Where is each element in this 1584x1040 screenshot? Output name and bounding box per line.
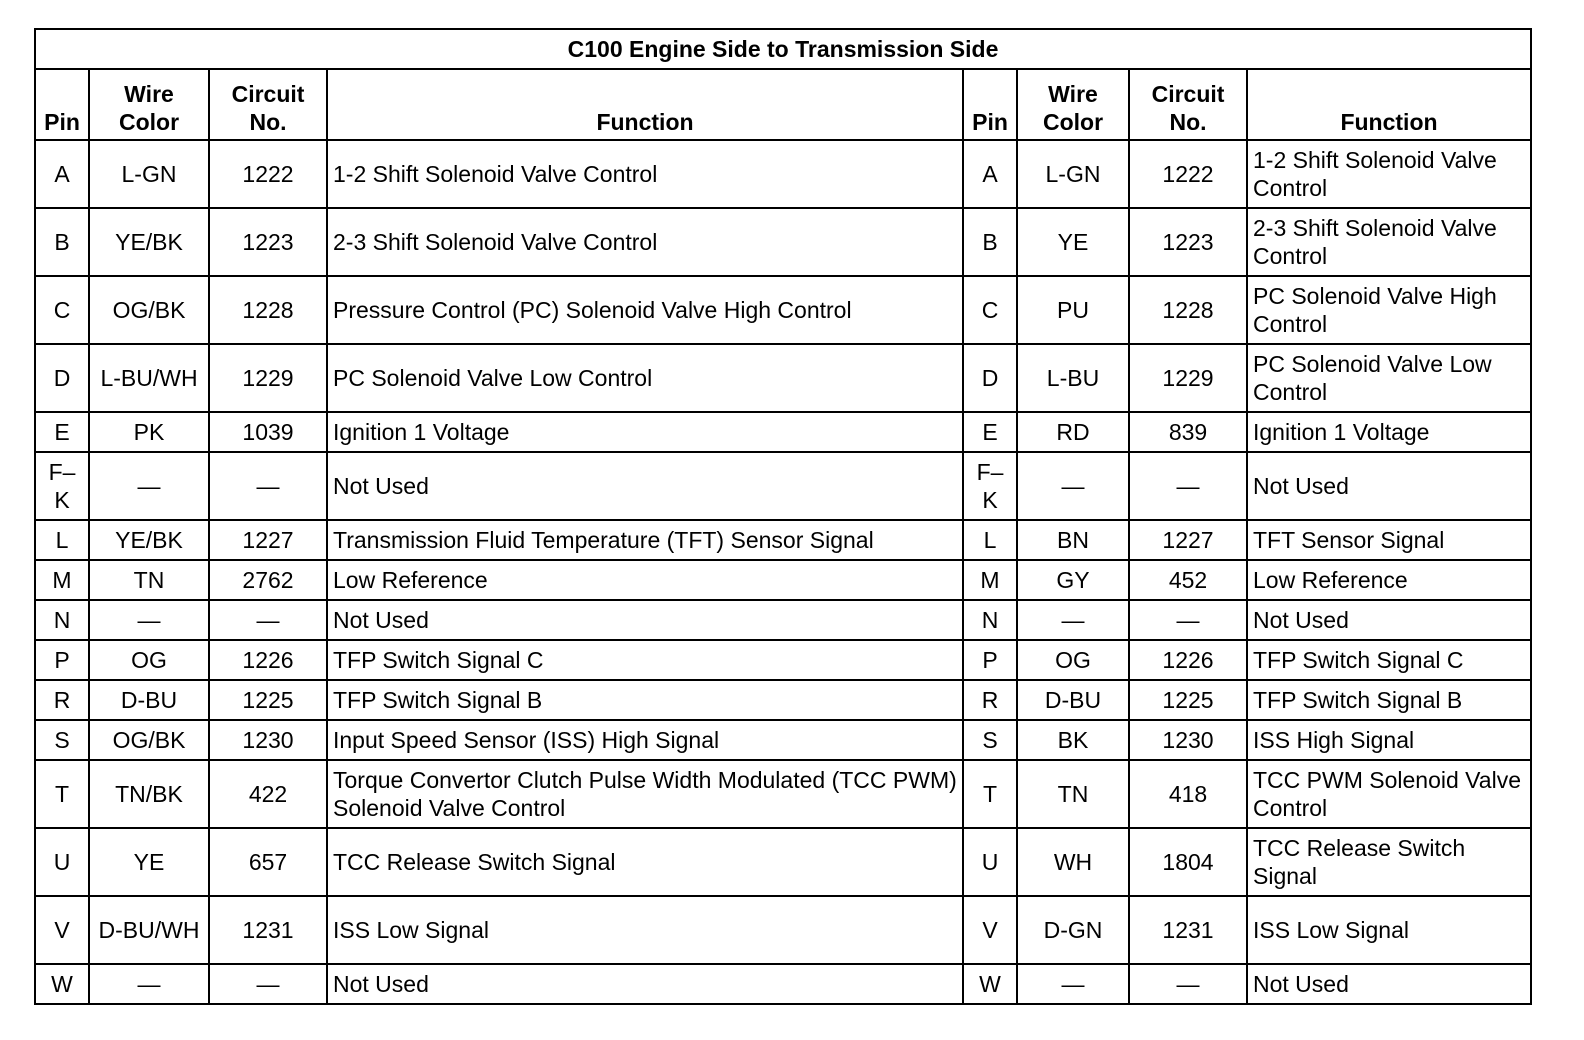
- function-right: Not Used: [1247, 600, 1531, 640]
- table-row: [35, 896, 1531, 964]
- circuit-no-right: 418: [1129, 760, 1247, 828]
- circuit-no-right: 1226: [1129, 640, 1247, 680]
- function-left: 2-3 Shift Solenoid Valve Control: [327, 208, 963, 276]
- function-right: TCC PWM Solenoid Valve Control: [1247, 760, 1531, 828]
- function-right: TCC Release Switch Signal: [1247, 828, 1531, 896]
- circuit-no-left: 1222: [209, 140, 327, 208]
- pin-right: W: [963, 964, 1017, 1004]
- wire-color-left: —: [89, 964, 209, 1004]
- wire-color-left: OG: [89, 640, 209, 680]
- circuit-no-left: 1231: [209, 896, 327, 964]
- wire-color-left: OG/BK: [89, 720, 209, 760]
- circuit-no-right: —: [1129, 452, 1247, 520]
- function-left: Low Reference: [327, 560, 963, 600]
- table-row: [35, 344, 1531, 412]
- pin-left: F–K: [35, 452, 89, 520]
- pin-right: A: [963, 140, 1017, 208]
- circuit-no-left: —: [209, 964, 327, 1004]
- circuit-no-left: 2762: [209, 560, 327, 600]
- wire-color-right: YE: [1017, 208, 1129, 276]
- wire-color-right: RD: [1017, 412, 1129, 452]
- pin-right: B: [963, 208, 1017, 276]
- function-right: Not Used: [1247, 964, 1531, 1004]
- wire-color-right: —: [1017, 452, 1129, 520]
- header-function-right: Function: [1247, 69, 1531, 140]
- pin-left: U: [35, 828, 89, 896]
- table-row: [35, 560, 1531, 600]
- table-row: [35, 412, 1531, 452]
- wire-color-left: TN/BK: [89, 760, 209, 828]
- function-left: PC Solenoid Valve Low Control: [327, 344, 963, 412]
- wire-color-right: GY: [1017, 560, 1129, 600]
- wire-color-right: D-BU: [1017, 680, 1129, 720]
- circuit-no-right: 1227: [1129, 520, 1247, 560]
- circuit-no-right: 1229: [1129, 344, 1247, 412]
- circuit-no-left: 1226: [209, 640, 327, 680]
- table-row: [35, 520, 1531, 560]
- table-row: [35, 452, 1531, 520]
- wire-color-left: OG/BK: [89, 276, 209, 344]
- table-body: [35, 140, 1531, 1004]
- pin-right: N: [963, 600, 1017, 640]
- circuit-no-right: 1231: [1129, 896, 1247, 964]
- function-right: Ignition 1 Voltage: [1247, 412, 1531, 452]
- circuit-no-left: —: [209, 452, 327, 520]
- pin-left: C: [35, 276, 89, 344]
- pin-right: C: [963, 276, 1017, 344]
- circuit-no-left: 1223: [209, 208, 327, 276]
- wire-color-left: L-GN: [89, 140, 209, 208]
- circuit-no-right: 1228: [1129, 276, 1247, 344]
- pin-left: W: [35, 964, 89, 1004]
- function-right: Low Reference: [1247, 560, 1531, 600]
- pin-left: D: [35, 344, 89, 412]
- function-left: Not Used: [327, 452, 963, 520]
- wire-color-right: —: [1017, 600, 1129, 640]
- function-left: TCC Release Switch Signal: [327, 828, 963, 896]
- table-row: [35, 964, 1531, 1004]
- pin-right: R: [963, 680, 1017, 720]
- function-right: PC Solenoid Valve Low Control: [1247, 344, 1531, 412]
- wire-color-left: YE: [89, 828, 209, 896]
- pin-right: V: [963, 896, 1017, 964]
- function-right: Not Used: [1247, 452, 1531, 520]
- wire-color-left: TN: [89, 560, 209, 600]
- circuit-no-right: —: [1129, 964, 1247, 1004]
- table-row: [35, 276, 1531, 344]
- wire-color-right: OG: [1017, 640, 1129, 680]
- pin-right: M: [963, 560, 1017, 600]
- wire-color-right: L-GN: [1017, 140, 1129, 208]
- wire-color-right: BK: [1017, 720, 1129, 760]
- header-circuit-no-left: Circuit No.: [209, 69, 327, 140]
- header-row: [35, 69, 1531, 140]
- connector-pinout-table: [34, 28, 1532, 1005]
- header-pin-left: Pin: [35, 69, 89, 140]
- pin-left: B: [35, 208, 89, 276]
- pin-right: P: [963, 640, 1017, 680]
- pin-left: E: [35, 412, 89, 452]
- function-right: 1-2 Shift Solenoid Valve Control: [1247, 140, 1531, 208]
- table-row: [35, 600, 1531, 640]
- table-title: C100 Engine Side to Transmission Side: [35, 29, 1531, 69]
- circuit-no-left: 657: [209, 828, 327, 896]
- header-circuit-no-right: Circuit No.: [1129, 69, 1247, 140]
- pin-right: T: [963, 760, 1017, 828]
- table-row: [35, 208, 1531, 276]
- pin-right: E: [963, 412, 1017, 452]
- circuit-no-left: 1227: [209, 520, 327, 560]
- table-row: [35, 720, 1531, 760]
- connector-table-container: [34, 28, 1532, 1005]
- wire-color-right: WH: [1017, 828, 1129, 896]
- wire-color-left: PK: [89, 412, 209, 452]
- pin-left: M: [35, 560, 89, 600]
- table-row: [35, 140, 1531, 208]
- wire-color-right: TN: [1017, 760, 1129, 828]
- circuit-no-right: 1223: [1129, 208, 1247, 276]
- circuit-no-left: 1229: [209, 344, 327, 412]
- pin-left: S: [35, 720, 89, 760]
- wire-color-left: YE/BK: [89, 208, 209, 276]
- pin-left: N: [35, 600, 89, 640]
- wire-color-left: —: [89, 452, 209, 520]
- pin-right: F–K: [963, 452, 1017, 520]
- circuit-no-left: 1228: [209, 276, 327, 344]
- circuit-no-right: —: [1129, 600, 1247, 640]
- circuit-no-right: 452: [1129, 560, 1247, 600]
- function-right: TFP Switch Signal B: [1247, 680, 1531, 720]
- pin-right: D: [963, 344, 1017, 412]
- wire-color-right: PU: [1017, 276, 1129, 344]
- function-left: Ignition 1 Voltage: [327, 412, 963, 452]
- pin-left: V: [35, 896, 89, 964]
- wire-color-left: YE/BK: [89, 520, 209, 560]
- pin-left: R: [35, 680, 89, 720]
- header-pin-right: Pin: [963, 69, 1017, 140]
- function-left: ISS Low Signal: [327, 896, 963, 964]
- circuit-no-left: 422: [209, 760, 327, 828]
- function-right: TFT Sensor Signal: [1247, 520, 1531, 560]
- pin-left: A: [35, 140, 89, 208]
- function-left: TFP Switch Signal B: [327, 680, 963, 720]
- header-wire-color-left: Wire Color: [89, 69, 209, 140]
- pin-right: U: [963, 828, 1017, 896]
- pin-left: L: [35, 520, 89, 560]
- function-left: Not Used: [327, 964, 963, 1004]
- wire-color-right: BN: [1017, 520, 1129, 560]
- circuit-no-right: 1804: [1129, 828, 1247, 896]
- function-left: Transmission Fluid Temperature (TFT) Sensor Signal: [327, 520, 963, 560]
- circuit-no-left: —: [209, 600, 327, 640]
- function-left: Pressure Control (PC) Solenoid Valve High Control: [327, 276, 963, 344]
- wire-color-left: D-BU: [89, 680, 209, 720]
- table-row: [35, 828, 1531, 896]
- table-row: [35, 760, 1531, 828]
- function-left: Input Speed Sensor (ISS) High Signal: [327, 720, 963, 760]
- wire-color-left: L-BU/WH: [89, 344, 209, 412]
- pin-right: L: [963, 520, 1017, 560]
- circuit-no-right: 1225: [1129, 680, 1247, 720]
- function-right: ISS Low Signal: [1247, 896, 1531, 964]
- circuit-no-right: 1222: [1129, 140, 1247, 208]
- table-row: [35, 640, 1531, 680]
- wire-color-left: D-BU/WH: [89, 896, 209, 964]
- pin-left: T: [35, 760, 89, 828]
- circuit-no-left: 1039: [209, 412, 327, 452]
- pin-right: S: [963, 720, 1017, 760]
- header-wire-color-right: Wire Color: [1017, 69, 1129, 140]
- function-left: TFP Switch Signal C: [327, 640, 963, 680]
- wire-color-right: —: [1017, 964, 1129, 1004]
- pin-left: P: [35, 640, 89, 680]
- wire-color-right: L-BU: [1017, 344, 1129, 412]
- function-right: 2-3 Shift Solenoid Valve Control: [1247, 208, 1531, 276]
- function-left: Not Used: [327, 600, 963, 640]
- function-right: ISS High Signal: [1247, 720, 1531, 760]
- wire-color-left: —: [89, 600, 209, 640]
- table-row: [35, 680, 1531, 720]
- function-left: Torque Convertor Clutch Pulse Width Modulated (TCC PWM) Solenoid Valve Control: [327, 760, 963, 828]
- circuit-no-left: 1225: [209, 680, 327, 720]
- function-left: 1-2 Shift Solenoid Valve Control: [327, 140, 963, 208]
- circuit-no-right: 839: [1129, 412, 1247, 452]
- circuit-no-left: 1230: [209, 720, 327, 760]
- wire-color-right: D-GN: [1017, 896, 1129, 964]
- function-right: PC Solenoid Valve High Control: [1247, 276, 1531, 344]
- circuit-no-right: 1230: [1129, 720, 1247, 760]
- function-right: TFP Switch Signal C: [1247, 640, 1531, 680]
- header-function-left: Function: [327, 69, 963, 140]
